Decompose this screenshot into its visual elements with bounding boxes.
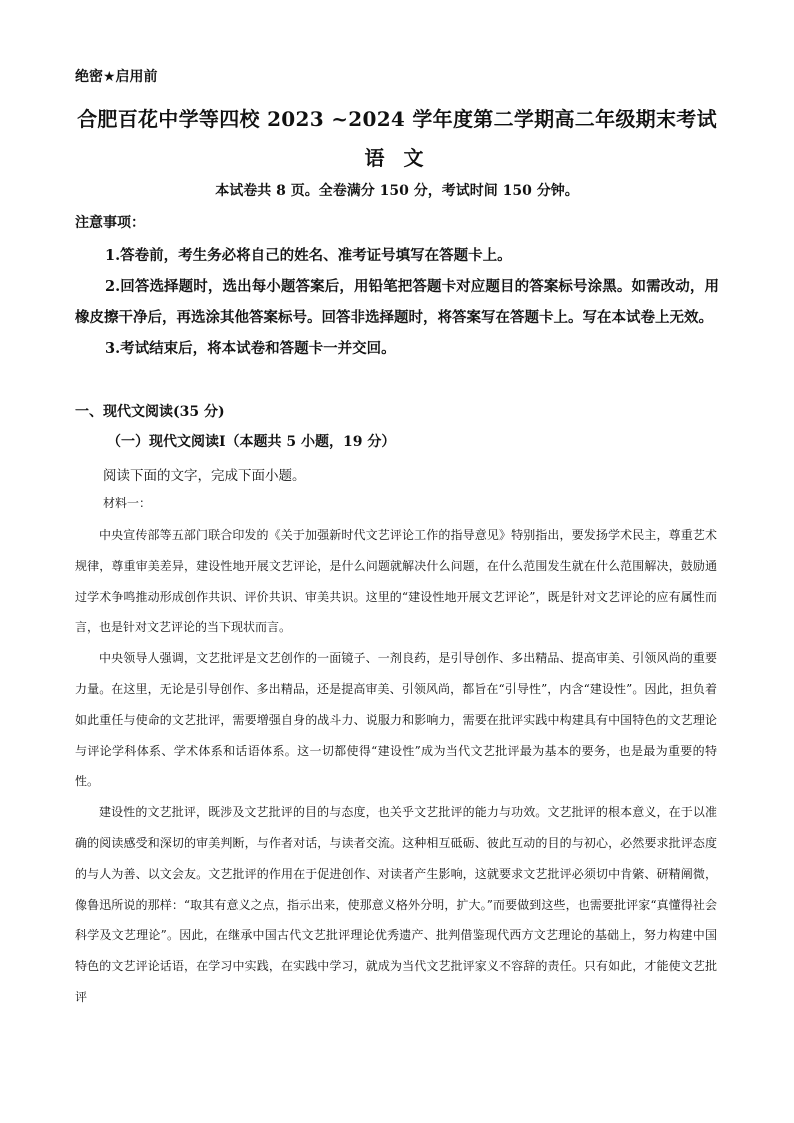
- exam-title: 合肥百花中学等四校 2023 ~2024 学年度第二学期高二年级期末考试: [77, 107, 717, 131]
- reading-instruction: 阅读下面的文字，完成下面小题。: [103, 468, 306, 484]
- passage-body: [75, 520, 717, 1013]
- subsection-heading: （一）现代文阅读Ⅰ（本题共 5 小题，19 分）: [107, 434, 396, 450]
- subject-title: 语 文: [364, 146, 430, 170]
- material-label: 材料一：: [103, 496, 152, 510]
- notes-heading: 注意事项：: [75, 215, 145, 231]
- section-heading: 一、现代文阅读(35 分): [75, 404, 225, 420]
- confidential-mark: 绝密★启用前: [75, 69, 158, 85]
- exam-meta: 本试卷共 8 页。全卷满分 150 分，考试时间 150 分钟。: [215, 183, 579, 199]
- notes-list: [75, 240, 719, 364]
- passage-paragraph: 中央宣传部等五部门联合印发的《关于加强新时代文艺评论工作的指导意见》特别指出，要发扬学术民主，尊重艺术规律，尊重审美差异，建设性地开展文艺评论，是什么问题就解决什么问题，在什么范围发生就在什么范围解决，鼓励通过学术争鸣推动形成创作共识、评价共识、审美共识。这里的“建设性地开展文艺评论”，既是针对文艺评论的应有属性而言，也是针对文艺评论的当下现状而言。: [75, 528, 717, 635]
- passage-paragraph: 中央领导人强调，文艺批评是文艺创作的一面镜子、一剂良药，是引导创作、多出精品、提高审美、引领风尚的重要力量。在这里，无论是引导创作、多出精品，还是提高审美、引领风尚，都旨在“引导性”，内含“建设性”。因此，担负着如此重任与使命的文艺批评，需要增强自身的战斗力、说服力和影响力，需要在批评实践中构建具有中国特色的文艺理论与评论学科体系、学术体系和话语体系。这一切都使得“建设性”成为当代文艺批评最为基本的要务，也是最为重要的特性。: [75, 651, 717, 789]
- note-item: 3.考试结束后，将本试卷和答题卡一并交回。: [105, 340, 396, 357]
- passage-paragraph: 建设性的文艺批评，既涉及文艺批评的目的与态度，也关乎文艺批评的能力与功效。文艺批评的根本意义，在于以准确的阅读感受和深切的审美判断，与作者对话，与读者交流。这种相互砥砺、彼此互动的目的与初心，必然要求批评态度的与人为善、以文会友。文艺批评的作用在于促进创作、对读者产生影响，这就要求文艺批评必须切中肯綮、研精阐微，像鲁迅所说的那样：“取其有意义之点，指示出来，使那意义格外分明，扩大。”而要做到这些，也需要批评家“真懂得社会科学及文艺理论”。因此，在继承中国古代文艺批评理论优秀遗产、批判借鉴现代西方文艺理论的基础上，努力构建中国特色的文艺评论话语，在学习中实践，在实践中学习，就成为当代文艺批评家义不容辞的责任。只有如此，才能使文艺批评: [75, 805, 717, 1004]
- note-item: 2.回答选择题时，选出每小题答案后，用铅笔把答题卡对应题目的答案标号涂黑。如需改动，用橡皮擦干净后，再选涂其他答案标号。回答非选择题时，将答案写在答题卡上。写在本试卷上无效。: [75, 278, 719, 326]
- note-item: 1.答卷前，考生务必将自己的姓名、准考证号填写在答题卡上。: [105, 247, 512, 264]
